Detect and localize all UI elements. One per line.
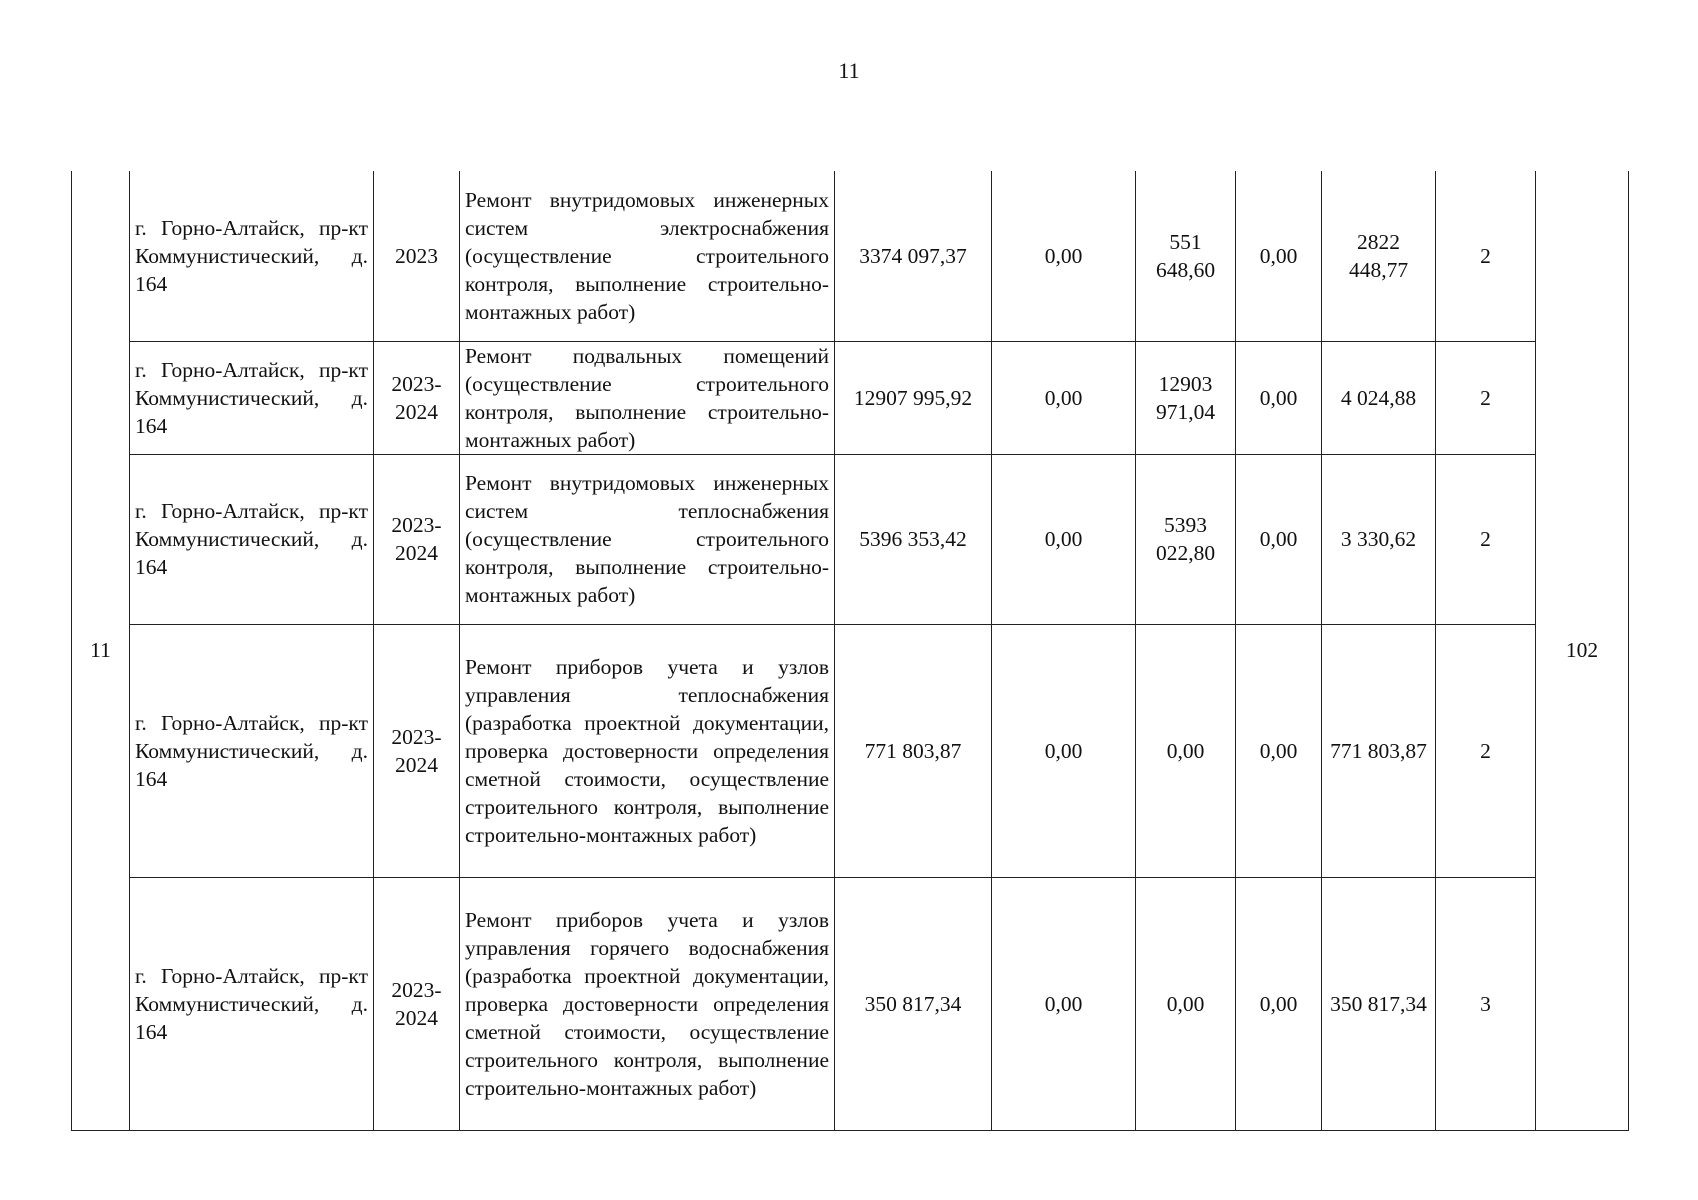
stage-cell: 2	[1436, 454, 1536, 624]
stage-cell: 2	[1436, 341, 1536, 454]
fund-2-cell: 0,00	[1136, 624, 1236, 877]
group-number-cell: 11	[72, 171, 130, 1130]
period-cell: 2023-2024	[374, 454, 460, 624]
period-cell: 2023-2024	[374, 624, 460, 877]
period-cell: 2023-2024	[374, 341, 460, 454]
fund-3-cell: 0,00	[1236, 171, 1322, 341]
page-number: 11	[838, 58, 860, 83]
fund-4-cell: 771 803,87	[1322, 624, 1436, 877]
cost-total-cell: 12907 995,92	[835, 341, 992, 454]
address-cell: г. Горно-Алтайск, пр-кт Коммунистический, д. 164	[130, 171, 374, 341]
table-row	[72, 624, 1629, 877]
fund-2-cell: 551 648,60	[1136, 171, 1236, 341]
fund-1-cell: 0,00	[992, 341, 1136, 454]
fund-2-cell: 5393 022,80	[1136, 454, 1236, 624]
description-cell: Ремонт приборов учета и узлов управления теплоснабжения (разработка проектной документации, проверка достоверности определения сметной стоимости, осуществление строительного контроля, выполнение строительно-монтажных работ)	[460, 624, 835, 877]
table-row	[72, 454, 1629, 624]
description-cell: Ремонт приборов учета и узлов управления горячего водоснабжения (разработка проектной документации, проверка достоверности определения сметной стоимости, осуществление строительного контроля, выполнение строительно-монтажных работ)	[460, 877, 835, 1130]
fund-1-cell: 0,00	[992, 877, 1136, 1130]
address-cell: г. Горно-Алтайск, пр-кт Коммунистический, д. 164	[130, 341, 374, 454]
stage-cell: 3	[1436, 877, 1536, 1130]
description-cell: Ремонт внутридомовых инженерных систем теплоснабжения (осуществление строительного контроля, выполнение строительно-монтажных работ)	[460, 454, 835, 624]
address-cell: г. Горно-Алтайск, пр-кт Коммунистический, д. 164	[130, 877, 374, 1130]
table-row	[72, 341, 1629, 454]
description-cell: Ремонт подвальных помещений (осуществление строительного контроля, выполнение строительно-монтажных работ)	[460, 341, 835, 454]
fund-3-cell: 0,00	[1236, 877, 1322, 1130]
fund-1-cell: 0,00	[992, 171, 1136, 341]
works-table	[71, 171, 1629, 1131]
period-cell: 2023-2024	[374, 877, 460, 1130]
fund-4-cell: 2822 448,77	[1322, 171, 1436, 341]
fund-2-cell: 12903 971,04	[1136, 341, 1236, 454]
stage-cell: 2	[1436, 171, 1536, 341]
cost-total-cell: 3374 097,37	[835, 171, 992, 341]
cost-total-cell: 771 803,87	[835, 624, 992, 877]
description-cell: Ремонт внутридомовых инженерных систем электроснабжения (осуществление строительного контроля, выполнение строительно-монтажных работ)	[460, 171, 835, 341]
fund-4-cell: 4 024,88	[1322, 341, 1436, 454]
cost-total-cell: 350 817,34	[835, 877, 992, 1130]
stage-cell: 2	[1436, 624, 1536, 877]
fund-1-cell: 0,00	[992, 624, 1136, 877]
fund-3-cell: 0,00	[1236, 341, 1322, 454]
fund-1-cell: 0,00	[992, 454, 1136, 624]
fund-3-cell: 0,00	[1236, 454, 1322, 624]
cost-total-cell: 5396 353,42	[835, 454, 992, 624]
period-cell: 2023	[374, 171, 460, 341]
group-total-cell: 102	[1536, 171, 1629, 1130]
table-row	[72, 171, 1629, 341]
table-row	[72, 877, 1629, 1130]
address-cell: г. Горно-Алтайск, пр-кт Коммунистический, д. 164	[130, 624, 374, 877]
fund-3-cell: 0,00	[1236, 624, 1322, 877]
fund-2-cell: 0,00	[1136, 877, 1236, 1130]
address-cell: г. Горно-Алтайск, пр-кт Коммунистический, д. 164	[130, 454, 374, 624]
fund-4-cell: 3 330,62	[1322, 454, 1436, 624]
fund-4-cell: 350 817,34	[1322, 877, 1436, 1130]
